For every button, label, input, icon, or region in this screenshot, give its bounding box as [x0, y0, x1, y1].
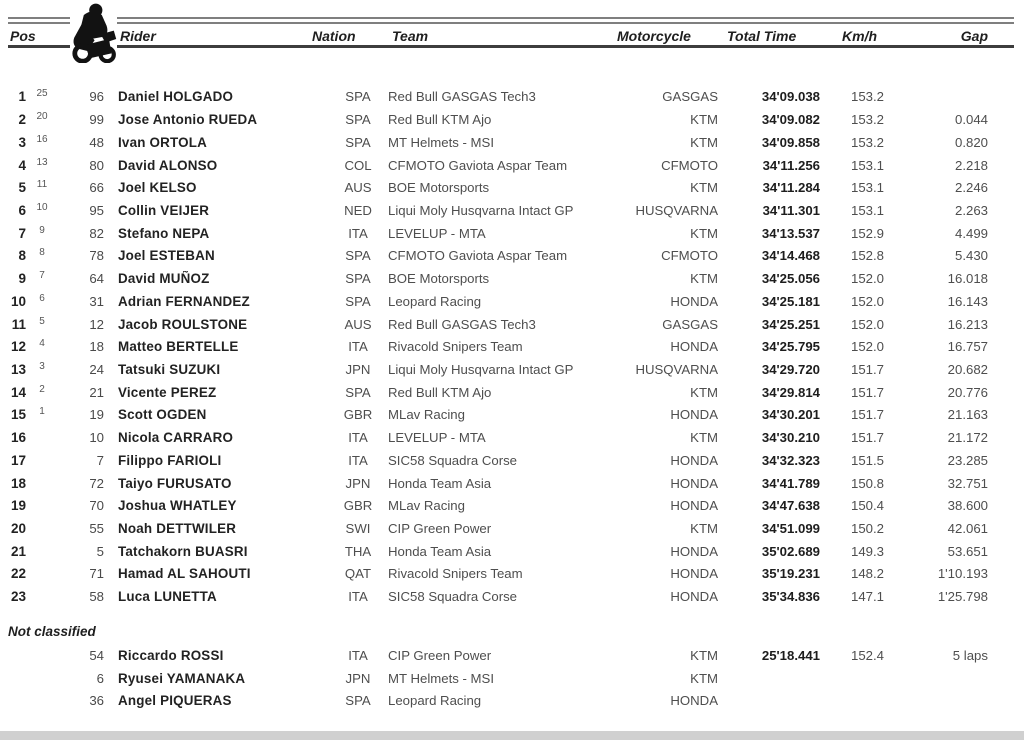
- rider-number-cell: 71: [89, 566, 104, 582]
- position-cell: 21: [10, 543, 26, 559]
- motorcycle-cell: HUSQVARNA: [635, 202, 718, 218]
- motorcycle-cell: KTM: [690, 134, 718, 150]
- table-row: [0, 222, 988, 245]
- column-header-kmh: Km/h: [842, 28, 877, 44]
- total-time-cell: 34'51.099: [761, 521, 820, 537]
- rider-name-cell: Taiyo FURUSATO: [118, 475, 232, 491]
- rider-name-cell: Tatsuki SUZUKI: [118, 361, 221, 377]
- team-cell: Red Bull KTM Ajo: [388, 384, 492, 400]
- rider-name-cell: Joel KELSO: [118, 180, 197, 196]
- points-cell: 16: [36, 133, 48, 145]
- table-row: [0, 108, 988, 131]
- kmh-cell: 152.0: [850, 271, 884, 287]
- position-cell: 1: [18, 89, 26, 105]
- motorcycle-cell: HONDA: [670, 475, 718, 491]
- position-cell: 12: [10, 339, 26, 355]
- kmh-cell: 153.1: [850, 180, 884, 196]
- table-row: [0, 154, 988, 177]
- team-cell: Red Bull GASGAS Tech3: [388, 316, 536, 332]
- rider-number-cell: 80: [89, 157, 104, 173]
- total-time-cell: 35'19.231: [761, 566, 820, 582]
- gap-cell: 32.751: [947, 475, 988, 491]
- rider-name-cell: Ivan ORTOLA: [118, 134, 208, 150]
- motorcycle-cell: CFMOTO: [661, 157, 718, 173]
- team-cell: Honda Team Asia: [388, 475, 492, 491]
- kmh-cell: 152.8: [850, 248, 884, 264]
- gap-cell: 4.499: [954, 225, 988, 241]
- nation-cell: JPN: [345, 361, 371, 377]
- kmh-cell: 152.9: [850, 225, 884, 241]
- points-cell: 5: [39, 315, 45, 327]
- points-cell: 3: [39, 360, 45, 372]
- table-row: [0, 358, 988, 381]
- total-time-cell: 34'47.638: [761, 498, 820, 514]
- team-cell: CFMOTO Gaviota Aspar Team: [388, 248, 568, 264]
- table-row: [0, 644, 988, 667]
- total-time-cell: 35'02.689: [761, 543, 820, 559]
- rider-name-cell: Joel ESTEBAN: [118, 248, 215, 264]
- position-cell: 17: [10, 452, 26, 468]
- position-cell: 9: [18, 271, 26, 287]
- rider-name-cell: Stefano NEPA: [118, 225, 210, 241]
- position-cell: 13: [10, 361, 26, 377]
- points-cell: 10: [36, 201, 48, 213]
- team-cell: CFMOTO Gaviota Aspar Team: [388, 157, 568, 173]
- kmh-cell: 153.2: [850, 134, 884, 150]
- total-time-cell: 34'30.201: [761, 407, 820, 423]
- nation-cell: SPA: [345, 384, 371, 400]
- rider-number-cell: 70: [89, 498, 104, 514]
- kmh-cell: 152.0: [850, 339, 884, 355]
- kmh-cell: 147.1: [850, 589, 884, 605]
- gap-cell: 1'25.798: [937, 589, 988, 605]
- rider-number-cell: 99: [89, 112, 104, 128]
- nation-cell: ITA: [348, 339, 368, 355]
- motorcycle-cell: KTM: [690, 384, 718, 400]
- motorcycle-cell: HONDA: [670, 498, 718, 514]
- total-time-cell: 34'32.323: [761, 452, 820, 468]
- total-time-cell: 34'09.082: [761, 112, 820, 128]
- gap-cell: 20.776: [947, 384, 988, 400]
- total-time-cell: 34'25.181: [761, 293, 820, 309]
- total-time-cell: 34'29.814: [761, 384, 820, 400]
- total-time-cell: 34'09.038: [761, 89, 820, 105]
- position-cell: 2: [18, 112, 26, 128]
- rider-name-cell: Noah DETTWILER: [118, 521, 237, 537]
- table-row: [0, 689, 988, 712]
- kmh-cell: 150.2: [850, 521, 884, 537]
- team-cell: MLav Racing: [388, 407, 465, 423]
- gap-cell: 20.682: [947, 361, 988, 377]
- total-time-cell: 34'29.720: [761, 361, 820, 377]
- nation-cell: SPA: [345, 248, 371, 264]
- nation-cell: SPA: [345, 112, 371, 128]
- total-time-cell: 34'11.301: [762, 202, 820, 218]
- gap-cell: 5.430: [954, 248, 988, 264]
- gap-cell: 21.163: [947, 407, 988, 423]
- kmh-cell: 151.7: [850, 407, 884, 423]
- rider-number-cell: 12: [89, 316, 104, 332]
- points-cell: 1: [39, 406, 45, 418]
- column-header-nation: Nation: [312, 28, 356, 44]
- team-cell: Liqui Moly Husqvarna Intact GP: [388, 361, 574, 377]
- total-time-cell: 34'41.789: [761, 475, 820, 491]
- motorcycle-cell: GASGAS: [662, 316, 718, 332]
- gap-cell: 16.213: [947, 316, 988, 332]
- motorcycle-cell: HONDA: [670, 566, 718, 582]
- points-cell: 6: [39, 292, 45, 304]
- position-cell: 14: [10, 384, 26, 400]
- header-rule-bottom: [117, 45, 1014, 48]
- position-cell: 4: [18, 157, 26, 173]
- rider-name-cell: Jacob ROULSTONE: [118, 316, 248, 332]
- total-time-cell: 34'14.468: [761, 248, 820, 264]
- header-rule-top-2: [8, 22, 70, 24]
- rider-name-cell: Nicola CARRARO: [118, 430, 234, 446]
- rider-name-cell: Adrian FERNANDEZ: [118, 293, 250, 309]
- table-row: [0, 176, 988, 199]
- table-row: [0, 517, 988, 540]
- team-cell: MLav Racing: [388, 498, 465, 514]
- kmh-cell: 152.0: [850, 293, 884, 309]
- results-table: [0, 86, 988, 609]
- table-row: [0, 245, 988, 268]
- rider-name-cell: Daniel HOLGADO: [118, 89, 234, 105]
- team-cell: Rivacold Snipers Team: [388, 339, 523, 355]
- motorcycle-cell: HONDA: [670, 452, 718, 468]
- points-cell: 13: [36, 156, 48, 168]
- gap-cell: 1'10.193: [937, 566, 988, 582]
- team-cell: Red Bull KTM Ajo: [388, 112, 492, 128]
- gap-cell: 0.044: [954, 112, 988, 128]
- gap-cell: 23.285: [947, 452, 988, 468]
- table-row: [0, 494, 988, 517]
- total-time-cell: 34'25.056: [761, 271, 820, 287]
- kmh-cell: 150.8: [850, 475, 884, 491]
- rider-number-cell: 24: [89, 361, 104, 377]
- total-time-cell: 34'11.256: [762, 157, 820, 173]
- nation-cell: AUS: [344, 316, 372, 332]
- motorcycle-cell: KTM: [690, 271, 718, 287]
- nation-cell: ITA: [348, 430, 368, 446]
- kmh-cell: 148.2: [850, 566, 884, 582]
- motorcycle-cell: HONDA: [670, 693, 718, 709]
- team-cell: Red Bull GASGAS Tech3: [388, 89, 536, 105]
- table-row: [0, 472, 988, 495]
- kmh-cell: 153.2: [850, 112, 884, 128]
- nation-cell: SPA: [345, 271, 371, 287]
- table-row: [0, 404, 988, 427]
- team-cell: Rivacold Snipers Team: [388, 566, 523, 582]
- motorcycle-cell: KTM: [690, 112, 718, 128]
- position-cell: 6: [18, 202, 26, 218]
- total-time-cell: 34'13.537: [761, 225, 820, 241]
- column-header-gap: Gap: [960, 28, 988, 44]
- header-rule-top: [8, 17, 70, 19]
- gap-cell: 0.820: [954, 134, 988, 150]
- motorcycle-cell: GASGAS: [662, 89, 718, 105]
- points-cell: 20: [36, 111, 48, 123]
- motorcycle-racer-icon: [66, 3, 122, 63]
- nation-cell: ITA: [348, 225, 368, 241]
- position-cell: 10: [10, 293, 26, 309]
- team-cell: Honda Team Asia: [388, 543, 492, 559]
- rider-name-cell: Riccardo ROSSI: [118, 647, 224, 663]
- table-row: [0, 86, 988, 109]
- total-time-cell: 25'18.441: [761, 647, 820, 663]
- not-classified-table: [0, 644, 988, 712]
- kmh-cell: 151.7: [850, 384, 884, 400]
- position-cell: 23: [10, 589, 26, 605]
- column-header-pos: Pos: [10, 28, 36, 44]
- nation-cell: NED: [344, 202, 372, 218]
- rider-name-cell: David ALONSO: [118, 157, 218, 173]
- rider-number-cell: 78: [89, 248, 104, 264]
- rider-number-cell: 66: [89, 180, 104, 196]
- rider-number-cell: 64: [89, 271, 104, 287]
- points-cell: 2: [39, 383, 45, 395]
- gap-cell: 2.246: [954, 180, 988, 196]
- gap-cell: 2.218: [954, 157, 988, 173]
- gap-cell: 16.757: [947, 339, 988, 355]
- header-rule-top-2: [117, 22, 1014, 24]
- rider-number-cell: 36: [89, 693, 104, 709]
- team-cell: Liqui Moly Husqvarna Intact GP: [388, 202, 574, 218]
- rider-name-cell: Scott OGDEN: [118, 407, 207, 423]
- team-cell: BOE Motorsports: [388, 271, 490, 287]
- points-cell: 4: [39, 338, 45, 350]
- nation-cell: GBR: [343, 407, 373, 423]
- table-row: [0, 267, 988, 290]
- rider-number-cell: 95: [89, 202, 104, 218]
- points-cell: 7: [39, 270, 45, 282]
- position-cell: 5: [18, 180, 26, 196]
- column-header-rider: Rider: [120, 28, 156, 44]
- team-cell: CIP Green Power: [388, 521, 492, 537]
- table-row: [0, 381, 988, 404]
- rider-number-cell: 7: [96, 452, 104, 468]
- gap-cell: 38.600: [947, 498, 988, 514]
- table-row: [0, 131, 988, 154]
- rider-name-cell: Luca LUNETTA: [118, 589, 217, 605]
- kmh-cell: 153.1: [850, 157, 884, 173]
- nation-cell: QAT: [344, 566, 372, 582]
- motorcycle-cell: KTM: [690, 225, 718, 241]
- rider-name-cell: Ryusei YAMANAKA: [118, 670, 246, 686]
- rider-number-cell: 18: [89, 339, 104, 355]
- nation-cell: SPA: [345, 89, 371, 105]
- rider-number-cell: 10: [89, 430, 104, 446]
- points-cell: 11: [36, 179, 48, 191]
- team-cell: LEVELUP - MTA: [388, 430, 486, 446]
- kmh-cell: 153.2: [850, 89, 884, 105]
- motorcycle-cell: KTM: [690, 430, 718, 446]
- rider-number-cell: 5: [96, 543, 104, 559]
- team-cell: Leopard Racing: [388, 293, 482, 309]
- rider-name-cell: Filippo FARIOLI: [118, 452, 222, 468]
- motorcycle-cell: KTM: [690, 521, 718, 537]
- position-cell: 8: [18, 248, 26, 264]
- gap-cell: 42.061: [947, 521, 988, 537]
- scan-edge-band: [0, 731, 1024, 740]
- position-cell: 3: [18, 134, 26, 150]
- kmh-cell: 149.3: [850, 543, 884, 559]
- table-row: [0, 585, 988, 608]
- kmh-cell: 151.7: [850, 430, 884, 446]
- gap-cell: 16.018: [947, 271, 988, 287]
- position-cell: 19: [10, 498, 26, 514]
- kmh-cell: 150.4: [850, 498, 884, 514]
- rider-number-cell: 6: [96, 670, 104, 686]
- rider-number-cell: 54: [89, 647, 104, 663]
- motorcycle-cell: HUSQVARNA: [635, 361, 718, 377]
- rider-number-cell: 48: [89, 134, 104, 150]
- position-cell: 11: [11, 316, 26, 332]
- rider-name-cell: Vicente PEREZ: [118, 384, 217, 400]
- rider-name-cell: Jose Antonio RUEDA: [118, 112, 258, 128]
- rider-name-cell: Collin VEIJER: [118, 202, 210, 218]
- team-cell: SIC58 Squadra Corse: [388, 589, 518, 605]
- gap-cell: 5 laps: [952, 647, 988, 663]
- total-time-cell: 34'25.251: [761, 316, 820, 332]
- rider-number-cell: 96: [89, 89, 104, 105]
- motorcycle-cell: HONDA: [670, 589, 718, 605]
- team-cell: Leopard Racing: [388, 693, 482, 709]
- total-time-cell: 34'11.284: [762, 180, 820, 196]
- motorcycle-cell: KTM: [690, 647, 718, 663]
- table-row: [0, 335, 988, 358]
- motorcycle-cell: HONDA: [670, 543, 718, 559]
- team-cell: CIP Green Power: [388, 647, 492, 663]
- kmh-cell: 152.0: [850, 316, 884, 332]
- nation-cell: JPN: [345, 475, 371, 491]
- team-cell: SIC58 Squadra Corse: [388, 452, 518, 468]
- nation-cell: AUS: [344, 180, 372, 196]
- team-cell: BOE Motorsports: [388, 180, 490, 196]
- total-time-cell: 34'09.858: [761, 134, 820, 150]
- motorcycle-cell: CFMOTO: [661, 248, 718, 264]
- table-row: [0, 540, 988, 563]
- kmh-cell: 151.5: [850, 452, 884, 468]
- rider-name-cell: Hamad AL SAHOUTI: [118, 566, 251, 582]
- nation-cell: ITA: [348, 452, 368, 468]
- nation-cell: SPA: [345, 293, 371, 309]
- table-row: [0, 426, 988, 449]
- rider-number-cell: 19: [89, 407, 104, 423]
- table-row: [0, 563, 988, 586]
- table-row: [0, 667, 988, 690]
- column-header-team: Team: [392, 28, 429, 44]
- nation-cell: JPN: [345, 670, 371, 686]
- nation-cell: THA: [344, 543, 372, 559]
- motorcycle-cell: HONDA: [670, 407, 718, 423]
- nation-cell: GBR: [343, 498, 373, 514]
- rider-name-cell: Joshua WHATLEY: [118, 498, 237, 514]
- gap-cell: 53.651: [947, 543, 988, 559]
- rider-name-cell: Angel PIQUERAS: [118, 693, 232, 709]
- motorcycle-cell: KTM: [690, 180, 718, 196]
- nation-cell: SPA: [345, 134, 371, 150]
- points-cell: 9: [39, 224, 45, 236]
- rider-number-cell: 21: [89, 384, 104, 400]
- gap-cell: 21.172: [947, 430, 988, 446]
- points-cell: 25: [36, 88, 48, 100]
- table-row: [0, 449, 988, 472]
- nation-cell: ITA: [348, 589, 368, 605]
- rider-name-cell: David MUÑOZ: [118, 271, 210, 287]
- kmh-cell: 151.7: [850, 361, 884, 377]
- position-cell: 16: [10, 430, 26, 446]
- motorcycle-cell: HONDA: [670, 293, 718, 309]
- position-cell: 15: [10, 407, 26, 423]
- nation-cell: COL: [344, 157, 372, 173]
- rider-name-cell: Tatchakorn BUASRI: [118, 543, 248, 559]
- table-row: [0, 313, 988, 336]
- team-cell: LEVELUP - MTA: [388, 225, 486, 241]
- nation-cell: ITA: [348, 647, 368, 663]
- nation-cell: SPA: [345, 693, 371, 709]
- rider-number-cell: 31: [89, 293, 104, 309]
- points-cell: 8: [39, 247, 45, 259]
- gap-cell: 16.143: [947, 293, 988, 309]
- gap-cell: 2.263: [954, 202, 988, 218]
- not-classified-label: Not classified: [8, 624, 96, 639]
- kmh-cell: 152.4: [850, 647, 884, 663]
- rider-number-cell: 82: [89, 225, 104, 241]
- header-rule-top: [117, 17, 1014, 19]
- table-row: [0, 290, 988, 313]
- table-row: [0, 199, 988, 222]
- kmh-cell: 153.1: [850, 202, 884, 218]
- nation-cell: SWI: [345, 521, 371, 537]
- column-header-total-time: Total Time: [727, 28, 797, 44]
- rider-number-cell: 58: [89, 589, 104, 605]
- rider-name-cell: Matteo BERTELLE: [118, 339, 239, 355]
- team-cell: MT Helmets - MSI: [388, 670, 494, 686]
- position-cell: 20: [10, 521, 26, 537]
- total-time-cell: 34'30.210: [761, 430, 820, 446]
- position-cell: 18: [10, 475, 26, 491]
- team-cell: MT Helmets - MSI: [388, 134, 494, 150]
- rider-number-cell: 55: [89, 521, 104, 537]
- position-cell: 7: [18, 225, 26, 241]
- total-time-cell: 34'25.795: [761, 339, 820, 355]
- motorcycle-cell: KTM: [690, 670, 718, 686]
- column-header-motorcycle: Motorcycle: [617, 28, 691, 44]
- motorcycle-cell: HONDA: [670, 339, 718, 355]
- position-cell: 22: [10, 566, 26, 582]
- rider-number-cell: 72: [89, 475, 104, 491]
- total-time-cell: 35'34.836: [761, 589, 820, 605]
